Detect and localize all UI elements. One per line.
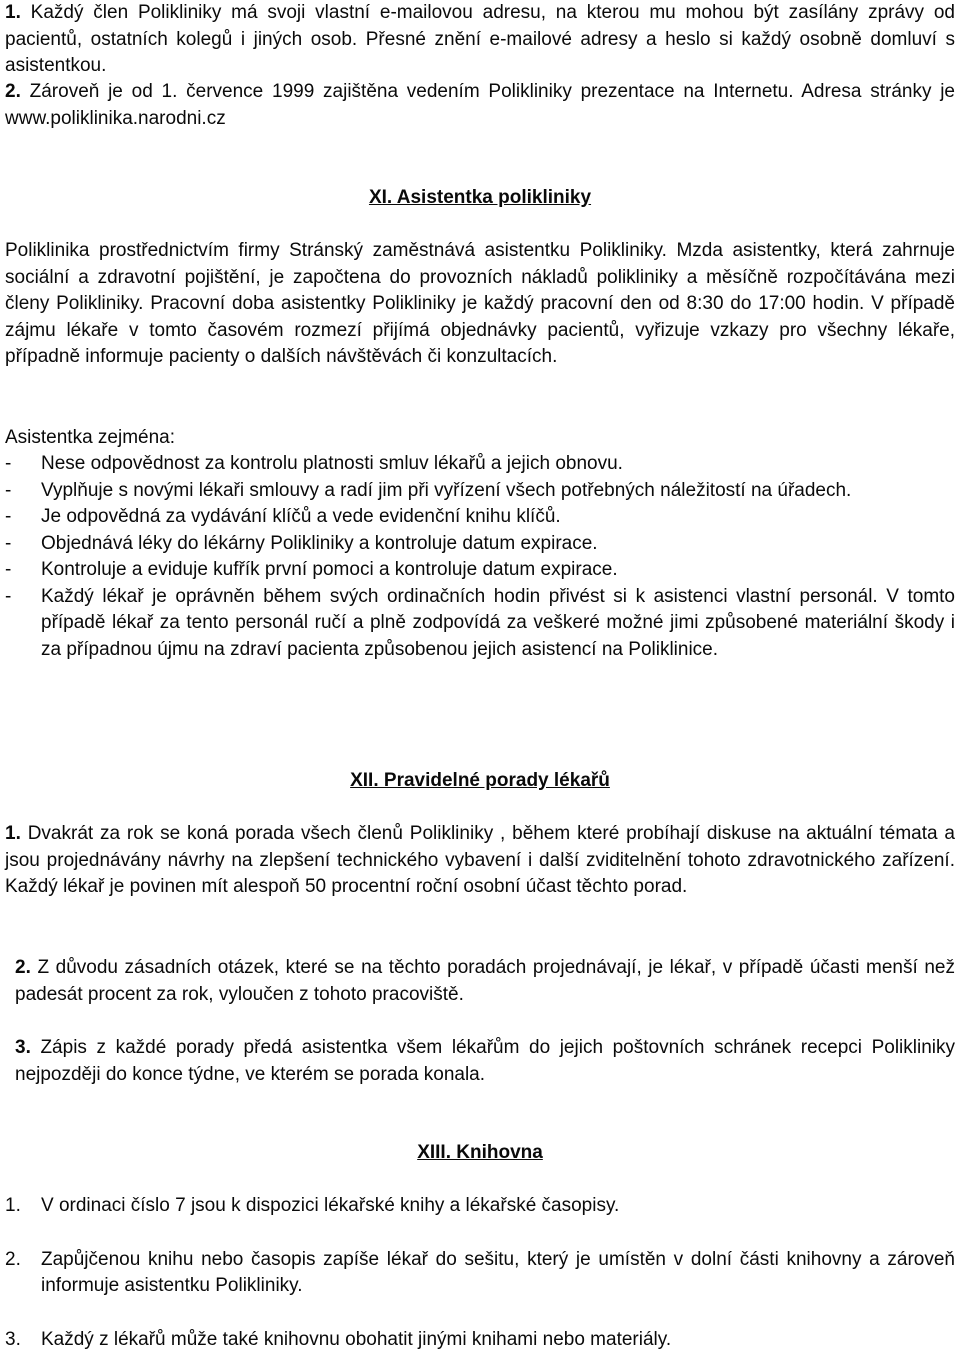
item-number: 1. — [5, 823, 21, 844]
list-item — [5, 531, 955, 558]
list-item-text: Vyplňuje s novými lékaři smlouvy a radí jim při vyřízení všech potřebných náležitostí na úřadech. — [41, 479, 852, 501]
list-item-text: Nese odpovědnost za kontrolu platnosti smluv lékařů a jejich obnovu. — [41, 453, 623, 474]
list-item — [5, 584, 955, 664]
paragraph-text: Zároveň je od 1. července 1999 zajištěna vedením Polikliniky prezentace na Internetu. Adresa stránky je — [29, 81, 955, 102]
porady-item-3 — [5, 1035, 955, 1088]
paragraph-number: 1. — [5, 2, 21, 23]
section-title-porady: XII. Pravidelné porady lékařů — [350, 770, 610, 791]
paragraph-website — [5, 79, 955, 132]
item-text: Zápis z každé porady předá asistentka všem lékařům do jejich poštovních schránek recepci Polikliniky nejpozději do konce týdne, ve kterém se porada konala. — [15, 1037, 956, 1085]
item-number: 3. — [15, 1037, 31, 1058]
item-number: 2. — [5, 1248, 21, 1270]
list-item — [5, 1193, 955, 1220]
list-item-text: Objednává léky do lékárny Polikliniky a kontroluje datum expirace. — [41, 532, 598, 554]
list-item — [5, 1327, 955, 1354]
porady-item-2 — [5, 955, 955, 1008]
paragraph-number: 2. — [5, 81, 21, 102]
item-text: Zapůjčenou knihu nebo časopis zapíše lékař do sešitu, který je umístěn v dolní části knihovny a zároveň informuje asistentku Polikliniky. — [41, 1248, 955, 1296]
duties-list — [5, 451, 955, 663]
item-text: Z důvodu zásadních otázek, které se na těchto poradách projednávají, je lékař, v případě účasti menší než padesát procent za rok, vyloučen z tohoto pracoviště. — [15, 957, 955, 1005]
list-dash: - — [5, 559, 12, 580]
paragraph-text: Každý člen Polikliniky má svoji vlastní e-mailovou adresu, na kterou mu mohou být zasílány zprávy od pacientů, ostatních kolegů i jiných osob. Přesné znění e-mailové adresy a heslo si každý osobně domluví s asistentkou. — [5, 2, 955, 76]
list-item-text: Každý lékař je oprávněn během svých ordinačních hodin přivést si k asistenci vlastní personál. V tomto případě lékař za tento personál ručí a plně zodpovídá za veškeré možné jimi způsobené materiální škody i za případnou újmu na zdraví pacienta způsobenou jejich asistencí na Poliklinice. — [41, 585, 955, 660]
section-title-asistentka: XI. Asistentka polikliniky — [368, 187, 592, 208]
list-item-text: Je odpovědná za vydávání klíčů a vede evidenční knihu klíčů. — [41, 506, 561, 527]
list-dash: - — [5, 532, 12, 554]
section-intro-asistentka: Poliklinika prostřednictvím firmy Stránský zaměstnává asistentku Polikliniky. Mzda asistentky, která zahrnuje sociální a zdravotní pojištění, je započtena do provozních nákladů polikliniky a měsíčně rozpočítávána mezi členy Polikliniky. Pracovní doba asistentky Polikliniky je každý pracovní den od 8:30 do 17:00 hodin. V případě zájmu lékaře v tomto časovém rozmezí přijímá objednávky pacientů, vyřizuje vzkazy pro všechny lékaře, případně informuje pacienty o dalších návštěvách či konzultacích. — [5, 240, 955, 367]
list-dash: - — [5, 453, 12, 474]
list-item — [5, 1247, 955, 1300]
item-number: 3. — [5, 1328, 21, 1350]
paragraph-email — [5, 0, 955, 80]
item-number: 2. — [15, 957, 31, 978]
list-item-text: Kontroluje a eviduje kufřík první pomoci a kontroluje datum expirace. — [41, 559, 618, 580]
website-url: www.poliklinika.narodni.cz — [5, 107, 226, 129]
item-text: V ordinaci číslo 7 jsou k dispozici lékařské knihy a lékařské časopisy. — [41, 1195, 620, 1216]
list-dash: - — [5, 585, 12, 607]
list-dash: - — [5, 506, 12, 527]
list-item — [5, 478, 955, 505]
list-item — [5, 451, 955, 478]
list-item — [5, 557, 955, 584]
item-text: Každý z lékařů může také knihovnu obohatit jinými knihami nebo materiály. — [41, 1328, 672, 1350]
list-dash: - — [5, 479, 12, 501]
section-title-knihovna: XIII. Knihovna — [417, 1142, 543, 1163]
knihovna-list — [5, 1193, 955, 1353]
porady-item-1 — [5, 821, 955, 901]
item-number: 1. — [5, 1195, 21, 1216]
item-text: Dvakrát za rok se koná porada všech členů Polikliniky , během které probíhají diskuse na aktuální témata a jsou projednávány návrhy na zlepšení technického vybavení i další zviditelnění tohoto zdravotnického zařízení. Každý lékař je povinen mít alespoň 50 procentní roční osobní účast těchto porad. — [5, 823, 955, 897]
duties-label: Asistentka zejména: — [5, 427, 176, 448]
list-item — [5, 504, 955, 531]
